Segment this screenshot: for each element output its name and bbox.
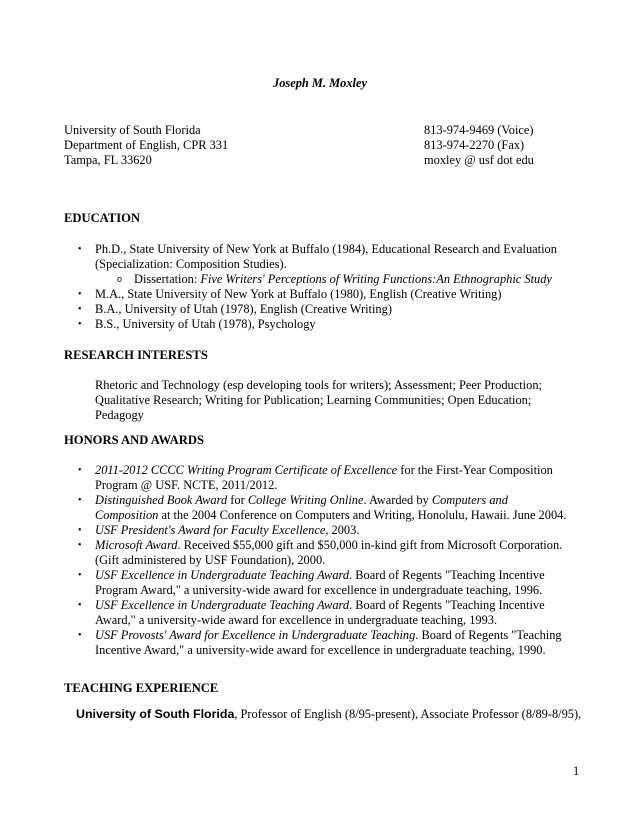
bullet-icon: •: [78, 525, 82, 536]
award-6: [95, 598, 545, 613]
bullet-icon: •: [78, 289, 82, 300]
bullet-icon: •: [78, 630, 82, 641]
award-2-text: for: [227, 493, 248, 507]
bullet-icon: •: [78, 495, 82, 506]
address-line-3: Tampa, FL 33620: [64, 153, 152, 167]
page-number: 1: [573, 764, 580, 778]
award-7-title: USF Provosts' Award for Excellence in Undergraduate Teaching: [95, 628, 416, 642]
honors-heading: HONORS AND AWARDS: [64, 433, 204, 447]
address-line-2: Department of English, CPR 331: [64, 138, 229, 152]
teaching-entry-usf: [76, 707, 581, 722]
bullet-icon: •: [78, 465, 82, 476]
award-3-text: 2003.: [328, 523, 360, 537]
education-heading: EDUCATION: [64, 211, 141, 225]
award-6-text: . Board of Regents "Teaching Incentive: [349, 598, 545, 612]
education-dissertation: [134, 272, 552, 287]
award-6-line-2: Award," a university-wide award for excellence in undergraduate teaching, 1993.: [95, 613, 498, 627]
award-2-text: at the 2004 Conference on Computers and Writing, Honolulu, Hawaii. June 2004.: [158, 508, 567, 522]
education-phd-specialization: (Specialization: Composition Studies).: [95, 257, 287, 271]
award-4: [95, 538, 562, 553]
education-phd: Ph.D., State University of New York at Buffalo (1984), Educational Research and Evaluation: [95, 242, 557, 256]
award-5: [95, 568, 545, 583]
award-7-line-2: Incentive Award," a university-wide award for excellence in undergraduate teaching, 1990.: [95, 643, 546, 657]
award-7: [95, 628, 562, 643]
teaching-detail: , Professor of English (8/95-present), Associate Professor (8/89-8/95),: [234, 707, 582, 721]
award-3-title: USF President's Award for Faculty Excellence,: [95, 523, 329, 537]
sub-bullet-icon: o: [117, 274, 123, 284]
dissertation-title: Five Writers' Perceptions of Writing Functions:An Ethnographic Study: [200, 272, 552, 286]
email-text: moxley @ usf dot edu: [424, 153, 534, 167]
award-4-title: Microsoft Award: [95, 538, 178, 552]
research-heading: RESEARCH INTERESTS: [64, 348, 208, 362]
award-2-org: Computers and: [431, 493, 508, 507]
education-ma: M.A., State University of New York at Buffalo (1980), English (Creative Writing): [95, 287, 502, 301]
research-line-2: Qualitative Research; Writing for Publication; Learning Communities; Open Education;: [95, 393, 532, 407]
bullet-icon: •: [78, 304, 82, 315]
dissertation-label: Dissertation:: [134, 272, 201, 286]
bullet-icon: •: [78, 319, 82, 330]
education-bs: B.S., University of Utah (1978), Psychology: [95, 317, 316, 331]
teaching-heading: TEACHING EXPERIENCE: [64, 681, 219, 695]
award-1-title: 2011-2012 CCCC Writing Program Certificate of Excellence: [95, 463, 398, 477]
award-3: [95, 523, 359, 538]
research-line-3: Pedagogy: [95, 408, 144, 422]
phone-fax: 813-974-2270 (Fax): [424, 138, 525, 152]
bullet-icon: •: [78, 244, 82, 255]
bullet-icon: •: [78, 540, 82, 551]
education-ba: B.A., University of Utah (1978), English (Creative Writing): [95, 302, 392, 316]
bullet-icon: •: [78, 600, 82, 611]
award-2-org-cont: Composition: [95, 508, 159, 522]
research-line-1: Rhetoric and Technology (esp developing tools for writers); Assessment; Peer Production;: [95, 378, 542, 392]
award-1-text: for the First-Year Composition: [397, 463, 553, 477]
address-line-1: University of South Florida: [64, 123, 201, 137]
award-2-title: Distinguished Book Award: [95, 493, 228, 507]
award-1-line-2: Program @ USF. NCTE, 2011/2012.: [95, 478, 278, 492]
award-5-line-2: Program Award," a university-wide award for excellence in undergraduate teaching, 1996.: [95, 583, 543, 597]
award-2-book: College Writing Online: [247, 493, 364, 507]
award-2: [95, 493, 508, 508]
bullet-icon: •: [78, 570, 82, 581]
award-4-text: . Received $55,000 gift and $50,000 in-kind gift from Microsoft Corporation.: [177, 538, 563, 552]
award-2-text: . Awarded by: [363, 493, 432, 507]
phone-voice: 813-974-9469 (Voice): [424, 123, 534, 137]
award-1: [95, 463, 553, 478]
award-4-line-2: (Gift administered by USF Foundation), 2000.: [95, 553, 326, 567]
award-7-text: . Board of Regents "Teaching: [415, 628, 562, 642]
award-2-line-2: [95, 508, 566, 523]
award-5-text: . Board of Regents "Teaching Incentive: [349, 568, 545, 582]
author-name: Joseph M. Moxley: [273, 76, 367, 90]
award-6-title: USF Excellence in Undergraduate Teaching Award: [95, 598, 350, 612]
award-5-title: USF Excellence in Undergraduate Teaching Award: [95, 568, 350, 582]
teaching-institution: University of South Florida: [76, 707, 235, 721]
